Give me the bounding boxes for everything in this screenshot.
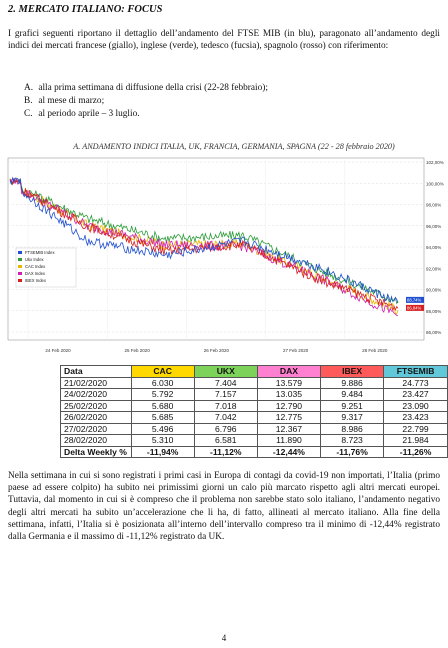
index-chart <box>4 152 444 354</box>
value-cell: 9.317 <box>321 412 384 424</box>
y-tick-label: 96,00% <box>426 223 442 229</box>
y-tick-label: 88,00% <box>426 308 442 314</box>
y-tick-label: 100,00% <box>426 181 444 187</box>
legend-label: FTSEMIB Index <box>25 250 55 255</box>
value-cell: 13.035 <box>257 389 320 401</box>
table-row <box>61 377 448 389</box>
legend-label: CAC Index <box>25 264 46 269</box>
table-row <box>61 446 448 458</box>
value-cell: 23.427 <box>384 389 448 401</box>
row-label-cell: 28/02/2020 <box>61 435 132 447</box>
value-cell: 9.251 <box>321 400 384 412</box>
value-cell: CAC <box>131 366 194 378</box>
section-heading: 2. MERCATO ITALIANO: FOCUS <box>8 4 163 15</box>
value-cell: 5.496 <box>131 423 194 435</box>
x-tick-label: 28 Feb 2020 <box>362 348 388 353</box>
value-cell: 13.579 <box>257 377 320 389</box>
table-row <box>61 412 448 424</box>
reference-list <box>24 82 268 121</box>
table-row <box>61 389 448 401</box>
value-cell: 23.423 <box>384 412 448 424</box>
legend-swatch <box>18 265 22 268</box>
value-cell: 7.018 <box>194 400 257 412</box>
value-cell: 7.157 <box>194 389 257 401</box>
table-row <box>61 423 448 435</box>
value-cell: 9.886 <box>321 377 384 389</box>
y-tick-label: 86,00% <box>426 330 442 335</box>
row-label-cell: 27/02/2020 <box>61 423 132 435</box>
y-tick-label: 98,00% <box>426 202 442 208</box>
value-cell: 7.404 <box>194 377 257 389</box>
table-row <box>61 366 448 378</box>
value-cell: 8.723 <box>321 435 384 447</box>
value-cell: 6.030 <box>131 377 194 389</box>
row-label-cell: 21/02/2020 <box>61 377 132 389</box>
last-value-label: 86,84% <box>407 305 422 311</box>
x-tick-label: 25 Feb 2020 <box>124 348 150 353</box>
row-label-cell: Delta Weekly % <box>61 446 132 458</box>
table-row <box>61 400 448 412</box>
value-cell: 7.042 <box>194 412 257 424</box>
value-cell: IBEX <box>321 366 384 378</box>
value-cell: 12.775 <box>257 412 320 424</box>
value-cell: -11,26% <box>384 446 448 458</box>
value-cell: 11.890 <box>257 435 320 447</box>
value-cell: 5.310 <box>131 435 194 447</box>
value-cell: -12,44% <box>257 446 320 458</box>
row-label-cell: 25/02/2020 <box>61 400 132 412</box>
value-cell: 24.773 <box>384 377 448 389</box>
legend-label: DAX Index <box>25 271 46 276</box>
value-cell: 9.484 <box>321 389 384 401</box>
value-cell: 5.680 <box>131 400 194 412</box>
y-tick-label: 92,00% <box>426 266 442 272</box>
y-tick-label: 90,00% <box>426 287 442 293</box>
value-cell: 23.090 <box>384 400 448 412</box>
value-cell: 22.799 <box>384 423 448 435</box>
value-cell: DAX <box>257 366 320 378</box>
value-cell: 5.685 <box>131 412 194 424</box>
row-label-cell: Data <box>61 366 132 378</box>
list-item: C. al periodo aprile – 3 luglio. <box>24 109 140 119</box>
legend-label: Ukx Index <box>25 257 44 262</box>
legend-swatch <box>18 251 22 254</box>
legend-swatch <box>18 258 22 261</box>
x-tick-label: 24 Feb 2020 <box>45 348 71 353</box>
x-tick-label: 27 Feb 2020 <box>282 348 309 353</box>
value-cell: 12.367 <box>257 423 320 435</box>
chart-title: A. ANDAMENTO INDICI ITALIA, UK, FRANCIA, GERMANIA, SPAGNA (22 - 28 febbraio 2020) <box>73 142 395 151</box>
row-label-cell: 24/02/2020 <box>61 389 132 401</box>
value-cell: 5.792 <box>131 389 194 401</box>
value-cell: 6.796 <box>194 423 257 435</box>
value-cell: FTSEMIB <box>384 366 448 378</box>
legend-swatch <box>18 279 22 282</box>
y-tick-label: 94,00% <box>426 245 442 250</box>
list-item: B. al mese di marzo; <box>24 96 105 106</box>
value-cell: -11,94% <box>131 446 194 458</box>
row-label-cell: 26/02/2020 <box>61 412 132 424</box>
list-item: A. alla prima settimana di diffusione della crisi (22-28 febbraio); <box>24 83 268 93</box>
value-cell: -11,76% <box>321 446 384 458</box>
value-cell: 6.581 <box>194 435 257 447</box>
page-number: 4 <box>221 633 227 643</box>
index-table <box>60 365 448 458</box>
value-cell: UKX <box>194 366 257 378</box>
outro-paragraph: Nella settimana in cui si sono registrati i primi casi in Europa di contagi da covid-19 non importati, l’Italia (primo paese ad essere colpito) ha subito nei primissimi giorni un calo più marcato rispetto agli altri mercati europei. Tuttavia, dal momento in cui si è compreso che il problema non sarebbe stato solo italiano, l’andamento negativo degli altri mercati ha subito un’accelerazione che li ha, di fatto, allineati al mercato italiano. Alla fine della settimana, infatti, l’Italia si è posizionata all’interno dell’intervallo compreso tra il minimo di -12,44% registrato dalla Germania e il massimo di -11,12% registrato da UK. <box>8 471 440 543</box>
value-cell: 8.986 <box>321 423 384 435</box>
legend-label: IBEX Index <box>25 278 46 283</box>
value-cell: -11,12% <box>194 446 257 458</box>
x-tick-label: 26 Feb 2020 <box>203 348 230 353</box>
y-tick-label: 102,00% <box>426 160 444 165</box>
value-cell: 21.984 <box>384 435 448 447</box>
legend-swatch <box>18 272 22 275</box>
value-cell: 12.790 <box>257 400 320 412</box>
last-value-label: 88,74% <box>407 297 422 303</box>
table-row <box>61 435 448 447</box>
intro-paragraph: I grafici seguenti riportano il dettaglio dell’andamento del FTSE MIB (in blu), paragonato all’andamento degli indici dei mercati francese (giallo), inglese (verde), tedesco (fucsia), spagnolo (rosso) con riferimento: <box>8 29 440 52</box>
